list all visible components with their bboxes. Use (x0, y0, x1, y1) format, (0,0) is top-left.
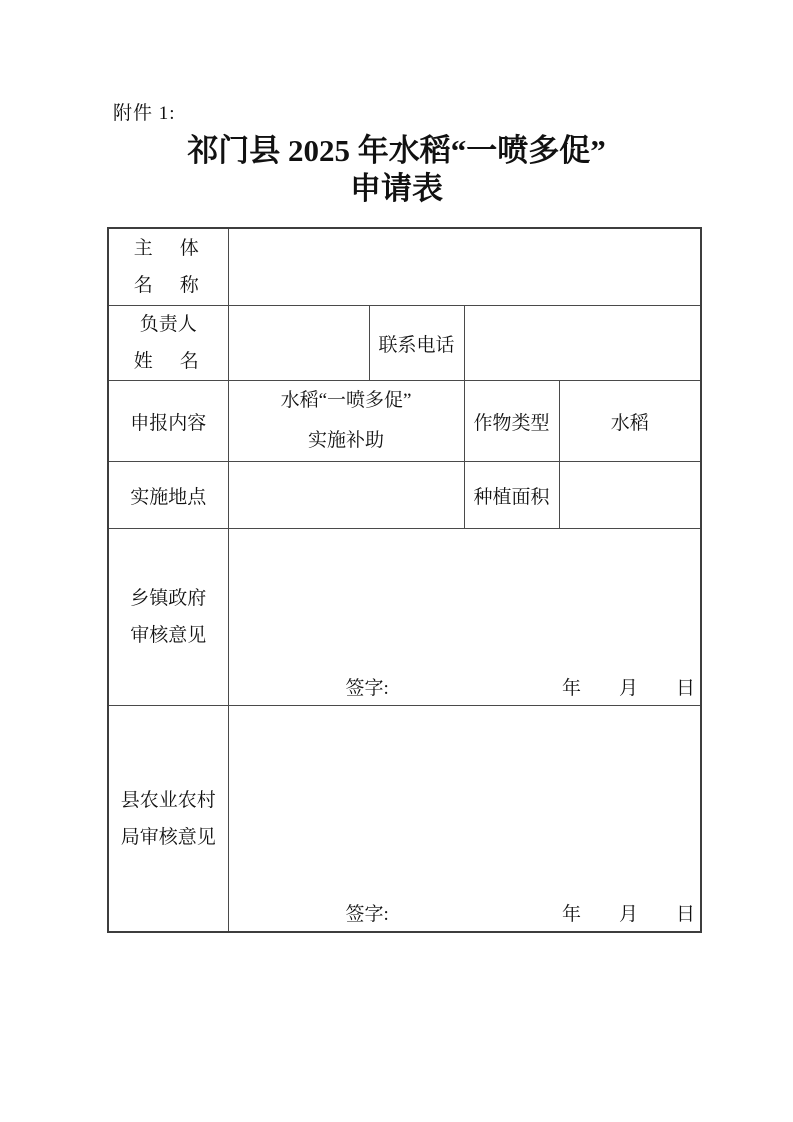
title-line-2: 申请表 (350, 171, 443, 206)
entity-name-label-line2: 名 称 (133, 275, 203, 296)
leader-name-value-cell (228, 306, 369, 381)
county-date-label: 年 月 日 (561, 904, 695, 925)
county-review-label-cell (108, 706, 228, 933)
leader-label-line2: 姓 名 (133, 351, 203, 372)
contact-phone-value-cell (464, 306, 701, 381)
declare-content-cell (228, 381, 464, 462)
site-value-cell (228, 462, 464, 529)
county-review-label-line2: 局审核意见 (120, 826, 216, 848)
title-line-1: 祁门县 2025 年水稻“一喷多促” (187, 133, 606, 168)
township-review-label-cell (108, 529, 228, 706)
crop-type-label-cell: 作物类型 (464, 381, 559, 462)
leader-label-line1: 负责人 (139, 314, 197, 335)
township-review-content-cell (228, 529, 701, 706)
township-review-label-line2: 审核意见 (130, 625, 207, 646)
entity-name-label-line1: 主 体 (133, 238, 203, 259)
county-sign-label: 签字: (345, 904, 389, 925)
attachment-label: 附件 1: (113, 103, 176, 124)
township-date-label: 年 月 日 (561, 678, 695, 699)
township-review-label-line1: 乡镇政府 (130, 588, 207, 609)
county-review-label-line1: 县农业农村 (120, 789, 216, 811)
township-sign-label: 签字: (345, 678, 389, 699)
declare-content-line1: 水稻“一喷多促” (280, 390, 412, 411)
county-review-content-cell (228, 706, 701, 933)
planting-area-value-cell (559, 462, 701, 529)
leader-name-label-cell (108, 306, 228, 381)
table-row-entity-name (108, 228, 701, 306)
application-form-table (107, 227, 702, 933)
declare-content-line2: 实施补助 (307, 430, 384, 451)
county-signature-row (229, 904, 701, 926)
site-label-cell: 实施地点 (108, 462, 228, 529)
entity-name-label-cell (108, 228, 228, 306)
crop-type-value-cell: 水稻 (559, 381, 701, 462)
table-row-leader (108, 306, 701, 381)
table-row-site (108, 462, 701, 529)
declare-label-cell: 申报内容 (108, 381, 228, 462)
township-signature-row (229, 678, 701, 700)
table-row-county-review (108, 706, 701, 933)
contact-phone-label-cell: 联系电话 (369, 306, 464, 381)
planting-area-label-cell: 种植面积 (464, 462, 559, 529)
table-row-declare (108, 381, 701, 462)
table-row-township-review (108, 529, 701, 706)
entity-name-value-cell (228, 228, 701, 306)
document-title (0, 132, 793, 208)
